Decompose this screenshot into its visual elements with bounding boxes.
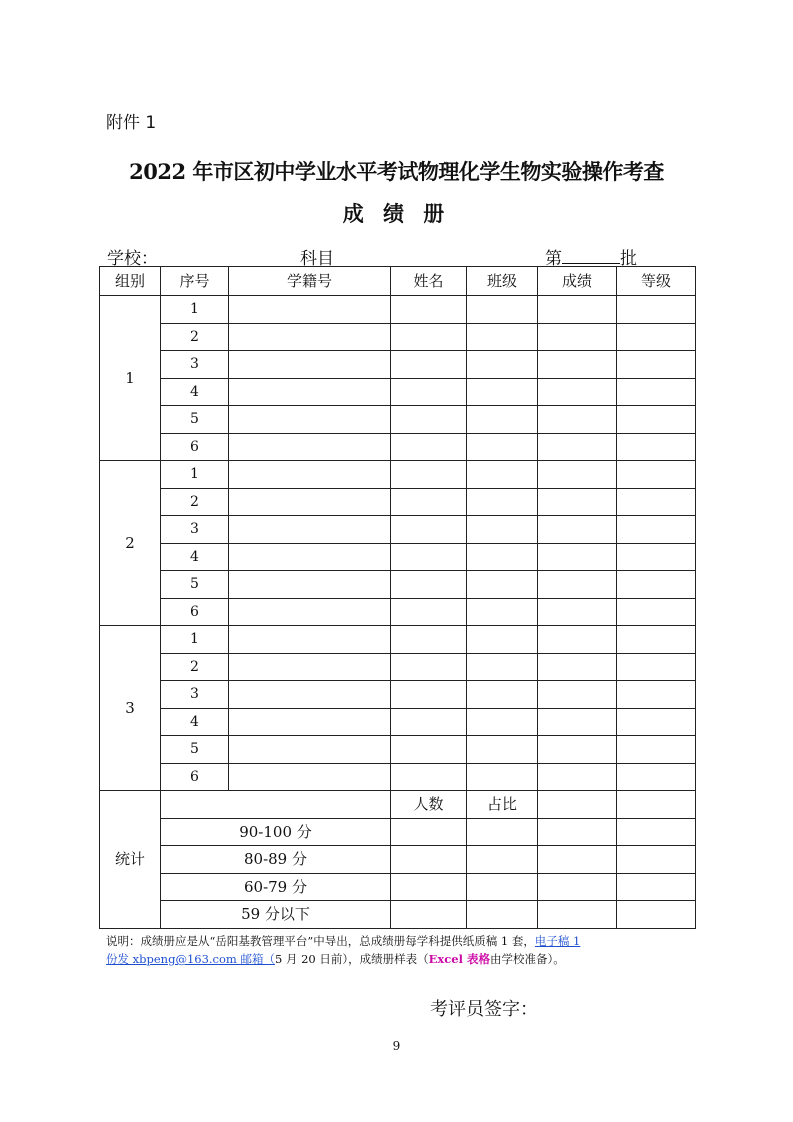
student-id-cell[interactable] — [229, 323, 391, 351]
score-cell[interactable] — [538, 461, 617, 489]
stats-empty-cell — [617, 791, 696, 819]
batch-prefix: 第 — [545, 249, 562, 269]
grade-cell[interactable] — [617, 351, 696, 379]
score-cell[interactable] — [538, 296, 617, 324]
stats-header-row — [100, 791, 696, 819]
row-number: 5 — [161, 736, 229, 764]
student-id-cell[interactable] — [229, 681, 391, 709]
document-title: 2022 年市区初中学业水平考试物理化学生物实验操作考查 — [129, 159, 664, 184]
row-number: 1 — [161, 626, 229, 654]
row-number: 3 — [161, 516, 229, 544]
signature-label: 考评员签字： — [430, 999, 538, 1020]
note-text — [106, 932, 706, 968]
name-cell[interactable] — [391, 351, 467, 379]
grade-cell[interactable] — [617, 461, 696, 489]
table-row — [100, 598, 696, 626]
name-cell[interactable] — [391, 516, 467, 544]
name-cell[interactable] — [391, 406, 467, 434]
column-header: 学籍号 — [229, 267, 391, 296]
class-cell[interactable] — [467, 653, 538, 681]
column-header: 成绩 — [538, 267, 617, 296]
score-range: 80-89 分 — [161, 846, 391, 874]
stats-empty-cell — [617, 901, 696, 929]
name-cell[interactable] — [391, 598, 467, 626]
score-cell[interactable] — [538, 433, 617, 461]
class-cell[interactable] — [467, 626, 538, 654]
student-id-cell[interactable] — [229, 708, 391, 736]
grade-cell[interactable] — [617, 378, 696, 406]
class-cell[interactable] — [467, 351, 538, 379]
table-row — [100, 296, 696, 324]
column-header: 等级 — [617, 267, 696, 296]
stats-blank-cell — [161, 791, 391, 819]
class-cell[interactable] — [467, 378, 538, 406]
note-link-1[interactable]: 电子稿 1 — [534, 934, 581, 948]
score-cell[interactable] — [538, 598, 617, 626]
class-cell[interactable] — [467, 763, 538, 791]
score-range: 59 分以下 — [161, 901, 391, 929]
page-number: 9 — [392, 1039, 401, 1053]
class-cell[interactable] — [467, 598, 538, 626]
score-cell[interactable] — [538, 378, 617, 406]
score-cell[interactable] — [538, 708, 617, 736]
grade-cell[interactable] — [617, 736, 696, 764]
name-cell[interactable] — [391, 653, 467, 681]
name-cell[interactable] — [391, 543, 467, 571]
class-cell[interactable] — [467, 516, 538, 544]
class-cell[interactable] — [467, 406, 538, 434]
stats-row — [100, 846, 696, 874]
name-cell[interactable] — [391, 763, 467, 791]
row-number: 6 — [161, 763, 229, 791]
row-number: 6 — [161, 598, 229, 626]
row-number: 3 — [161, 351, 229, 379]
row-number: 4 — [161, 708, 229, 736]
score-cell[interactable] — [538, 516, 617, 544]
class-cell[interactable] — [467, 543, 538, 571]
student-id-cell[interactable] — [229, 543, 391, 571]
table-row — [100, 433, 696, 461]
count-cell[interactable] — [391, 873, 467, 901]
name-cell[interactable] — [391, 736, 467, 764]
stats-empty-cell — [538, 873, 617, 901]
note-part-3: 由学校准备）。 — [489, 952, 565, 966]
class-cell[interactable] — [467, 433, 538, 461]
score-cell[interactable] — [538, 653, 617, 681]
class-cell[interactable] — [467, 461, 538, 489]
note-link-2[interactable]: 份发 xbpeng@163.com 邮箱（ — [106, 952, 275, 966]
column-header: 序号 — [161, 267, 229, 296]
table-row — [100, 681, 696, 709]
score-cell[interactable] — [538, 543, 617, 571]
score-cell[interactable] — [538, 351, 617, 379]
score-cell[interactable] — [538, 406, 617, 434]
score-cell[interactable] — [538, 736, 617, 764]
class-cell[interactable] — [467, 708, 538, 736]
grade-cell[interactable] — [617, 433, 696, 461]
name-cell[interactable] — [391, 378, 467, 406]
group-label: 2 — [100, 461, 161, 626]
stats-row — [100, 818, 696, 846]
table-row — [100, 763, 696, 791]
grade-cell[interactable] — [617, 543, 696, 571]
count-cell[interactable] — [391, 901, 467, 929]
score-cell[interactable] — [538, 763, 617, 791]
note-part-2: 5 月 20 日前），成绩册样表（ — [274, 952, 429, 966]
stats-empty-cell — [538, 901, 617, 929]
name-cell[interactable] — [391, 681, 467, 709]
column-header: 组别 — [100, 267, 161, 296]
student-id-cell[interactable] — [229, 571, 391, 599]
name-cell[interactable] — [391, 433, 467, 461]
group-label: 3 — [100, 626, 161, 791]
table-row — [100, 378, 696, 406]
grade-cell[interactable] — [617, 763, 696, 791]
name-cell[interactable] — [391, 323, 467, 351]
student-id-cell[interactable] — [229, 626, 391, 654]
row-number: 1 — [161, 296, 229, 324]
name-cell[interactable] — [391, 571, 467, 599]
ratio-cell[interactable] — [467, 873, 538, 901]
name-cell[interactable] — [391, 296, 467, 324]
class-cell[interactable] — [467, 488, 538, 516]
class-cell[interactable] — [467, 571, 538, 599]
row-number: 2 — [161, 653, 229, 681]
stats-label: 统计 — [100, 791, 161, 929]
document-subtitle: 成 绩 册 — [342, 201, 451, 226]
student-id-cell[interactable] — [229, 433, 391, 461]
row-number: 4 — [161, 543, 229, 571]
student-id-cell[interactable] — [229, 351, 391, 379]
row-number: 2 — [161, 323, 229, 351]
grade-cell[interactable] — [617, 598, 696, 626]
class-cell[interactable] — [467, 296, 538, 324]
group-label: 1 — [100, 296, 161, 461]
grade-cell[interactable] — [617, 296, 696, 324]
student-id-cell[interactable] — [229, 763, 391, 791]
grade-cell[interactable] — [617, 406, 696, 434]
name-cell[interactable] — [391, 626, 467, 654]
count-cell[interactable] — [391, 846, 467, 874]
student-id-cell[interactable] — [229, 516, 391, 544]
stats-empty-cell — [617, 873, 696, 901]
batch-blank — [562, 249, 620, 264]
stats-empty-cell — [617, 818, 696, 846]
row-number: 4 — [161, 378, 229, 406]
grade-cell[interactable] — [617, 323, 696, 351]
row-number: 2 — [161, 488, 229, 516]
student-id-cell[interactable] — [229, 461, 391, 489]
student-id-cell[interactable] — [229, 296, 391, 324]
student-id-cell[interactable] — [229, 736, 391, 764]
grade-cell[interactable] — [617, 681, 696, 709]
note-excel: Excel 表格 — [428, 952, 490, 966]
table-row — [100, 323, 696, 351]
table-row — [100, 461, 696, 489]
row-number: 1 — [161, 461, 229, 489]
table-row — [100, 516, 696, 544]
table-row — [100, 626, 696, 654]
score-cell[interactable] — [538, 681, 617, 709]
name-cell[interactable] — [391, 461, 467, 489]
class-cell[interactable] — [467, 736, 538, 764]
table-row — [100, 543, 696, 571]
stats-empty-cell — [538, 846, 617, 874]
grade-cell[interactable] — [617, 653, 696, 681]
grade-cell[interactable] — [617, 708, 696, 736]
grade-table — [99, 266, 696, 929]
ratio-cell[interactable] — [467, 846, 538, 874]
table-row — [100, 571, 696, 599]
class-cell[interactable] — [467, 681, 538, 709]
table-row — [100, 653, 696, 681]
grade-cell[interactable] — [617, 516, 696, 544]
score-cell[interactable] — [538, 488, 617, 516]
table-row — [100, 708, 696, 736]
attachment-label: 附件 1 — [106, 113, 157, 133]
ratio-header: 占比 — [467, 791, 538, 819]
ratio-cell[interactable] — [467, 901, 538, 929]
row-number: 5 — [161, 571, 229, 599]
grade-cell[interactable] — [617, 488, 696, 516]
stats-empty-cell — [538, 791, 617, 819]
name-cell[interactable] — [391, 708, 467, 736]
ratio-cell[interactable] — [467, 818, 538, 846]
stats-row — [100, 901, 696, 929]
note-part-1: 说明：成绩册应是从“岳阳基教管理平台”中导出，总成绩册每学科提供纸质稿 1 套， — [106, 934, 535, 948]
student-id-cell[interactable] — [229, 598, 391, 626]
school-label: 学校： — [107, 249, 158, 269]
table-header-row — [100, 267, 696, 296]
row-number: 3 — [161, 681, 229, 709]
stats-empty-cell — [617, 846, 696, 874]
row-number: 6 — [161, 433, 229, 461]
count-cell[interactable] — [391, 818, 467, 846]
table-row — [100, 736, 696, 764]
count-header: 人数 — [391, 791, 467, 819]
stats-row — [100, 873, 696, 901]
class-cell[interactable] — [467, 323, 538, 351]
grade-cell[interactable] — [617, 626, 696, 654]
student-id-cell[interactable] — [229, 406, 391, 434]
student-id-cell[interactable] — [229, 488, 391, 516]
row-number: 5 — [161, 406, 229, 434]
score-cell[interactable] — [538, 571, 617, 599]
score-cell[interactable] — [538, 626, 617, 654]
grade-cell[interactable] — [617, 571, 696, 599]
table-row — [100, 351, 696, 379]
table-row — [100, 406, 696, 434]
score-range: 60-79 分 — [161, 873, 391, 901]
column-header: 姓名 — [391, 267, 467, 296]
subject-label: 科目 — [300, 249, 334, 269]
score-range: 90-100 分 — [161, 818, 391, 846]
student-id-cell[interactable] — [229, 378, 391, 406]
stats-empty-cell — [538, 818, 617, 846]
name-cell[interactable] — [391, 488, 467, 516]
student-id-cell[interactable] — [229, 653, 391, 681]
column-header: 班级 — [467, 267, 538, 296]
batch-suffix: 批 — [620, 249, 637, 269]
table-row — [100, 488, 696, 516]
score-cell[interactable] — [538, 323, 617, 351]
